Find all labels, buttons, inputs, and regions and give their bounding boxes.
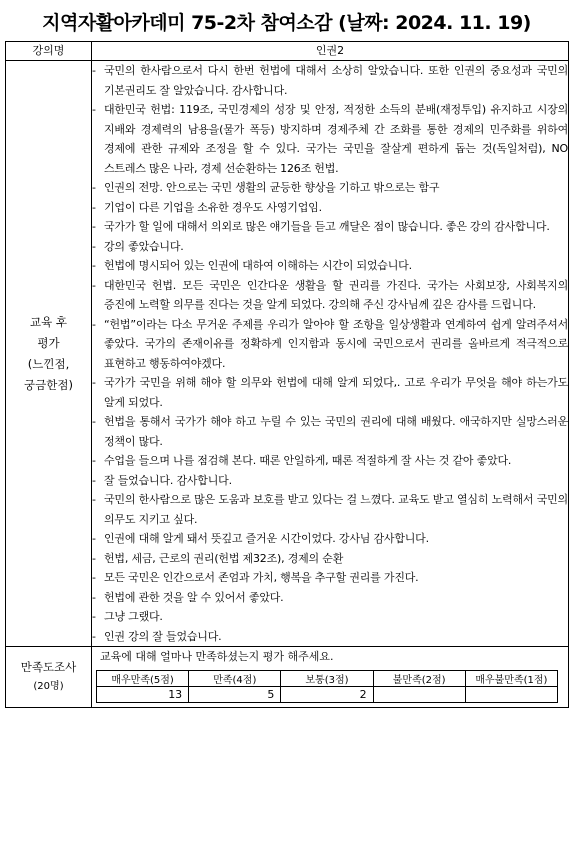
- list-item: - 대한민국 헌법: 119조, 국민경제의 성장 및 안정, 적정한 소득의 분배(재정투입) 유지하고 시장의 지배와 경제력의 남용을(물가 폭등) 방지하며 경제주체 간 조화를 통한 경제의 민주화를 위하여 경제에 관한 규제와 조정을 할 수 있다. 국가는 국민을 잘살게 편하게 돕는 것(독일처럼), NO 스트레스 많은 나라, 경제 선순환하는 126조 헌법.: [92, 103, 568, 175]
- rating-value: 2: [281, 687, 373, 703]
- evaluation-label-line: 궁금한점): [24, 377, 73, 392]
- feedback-list: [92, 61, 569, 647]
- list-item: - 인권의 전망. 안으로는 국민 생활의 균등한 향상을 기하고 밖으로는 함구: [92, 181, 440, 194]
- lecture-name-header: 강의명: [6, 42, 92, 61]
- survey-row: [6, 647, 569, 708]
- rating-option: 만족(4점): [189, 671, 281, 687]
- rating-value: [373, 687, 465, 703]
- evaluation-label: [6, 61, 92, 647]
- rating-option: 매우만족(5점): [97, 671, 189, 687]
- list-item: - 모든 국민은 인간으로서 존엄과 가치, 행복을 추구할 권리를 가진다.: [92, 571, 419, 584]
- feedback-row: [6, 61, 569, 647]
- list-item: - 수업을 들으며 나를 점검해 본다. 때론 안일하게, 때론 적절하게 잘 사는 것 같아 좋았다.: [92, 454, 512, 467]
- survey-count: (20명): [33, 681, 64, 692]
- rating-value: [465, 687, 557, 703]
- list-item: - 잘 들었습니다. 감사합니다.: [92, 473, 232, 487]
- list-item: - 헌법에 명시되어 있는 인권에 대하여 이해하는 시간이 되었습니다.: [92, 259, 412, 272]
- rating-value: 13: [97, 687, 189, 703]
- list-item: - 국민의 한사람으로서 다시 한번 헌법에 대해서 소상히 알았습니다. 또한 인권의 중요성과 국민의 기본권리도 잘 알았습니다. 감사합니다.: [92, 64, 568, 97]
- evaluation-label-line: 교육 후: [30, 314, 67, 329]
- list-item: - 헌법에 관한 것을 알 수 있어서 좋았다.: [92, 590, 284, 604]
- survey-label: [6, 647, 92, 708]
- lecture-name-value: 인권2: [92, 42, 569, 61]
- list-item: - 기업이 다른 기업을 소유한 경우도 사영기업임.: [92, 200, 322, 214]
- rating-option: 불만족(2점): [373, 671, 465, 687]
- evaluation-label-line: 평가: [37, 335, 60, 350]
- survey-label-text: 만족도조사: [20, 660, 77, 674]
- rating-value: 5: [189, 687, 281, 703]
- rating-option: 매우불만족(1점): [465, 671, 557, 687]
- table-header-row: [6, 42, 569, 61]
- survey-question: 교육에 대해 얼마나 만족하셨는지 평가 해주세요.: [100, 650, 334, 663]
- rating-option: 보통(3점): [281, 671, 373, 687]
- list-item: - 헌법, 세금, 근로의 권리(헌법 제32조), 경제의 순환: [92, 551, 344, 565]
- list-item: - “헌법”이라는 다소 무거운 주제를 우리가 알아야 할 조항을 일상생활과 연계하여 쉽게 알려주셔서 좋았다. 국가의 존재이유를 정확하게 인지함과 동시에 국민으로서 권리를 올바르게 적극적으로 표현하고 행동하여야겠다.: [92, 317, 568, 370]
- rating-table: [96, 670, 558, 703]
- list-item: - 강의 좋았습니다.: [92, 239, 184, 253]
- list-item: - 국민의 한사람으로 많은 도움과 보호를 받고 있다는 걸 느꼈다. 교육도 받고 열심히 노력해서 국민의 의무도 지키고 싶다.: [92, 493, 568, 526]
- evaluation-label-line: (느낀점,: [27, 356, 70, 371]
- list-item: - 대한민국 헌법. 모든 국민은 인간다운 생활을 할 권리를 가진다. 국가는 사회보장, 사회복지의 증진에 노력할 의무를 진다는 것을 알게 되었다. 강의해 주신 강사님께 깊은 감사를 드립니다.: [92, 278, 568, 311]
- list-item: - 그냥 그랬다.: [92, 610, 163, 623]
- rating-header-row: [97, 671, 558, 687]
- list-item: - 국가가 국민을 위해 해야 할 의무와 헌법에 대해 알게 되었다,. 고로 우리가 무엇을 해야 하는가도 알게 되었다.: [92, 376, 568, 409]
- document-title: 지역자활아카데미 75-2차 참여소감 (날짜: 2024. 11. 19): [42, 12, 531, 34]
- rating-value-row: [97, 687, 558, 703]
- feedback-table: [5, 41, 569, 708]
- list-item: - 헌법을 통해서 국가가 해야 하고 누릴 수 있는 국민의 권리에 대해 배웠다. 애국하지만 실망스러운 정책이 많다.: [92, 415, 568, 448]
- survey-content: [92, 647, 569, 708]
- list-item: - 인권 강의 잘 들었습니다.: [92, 629, 222, 643]
- list-item: - 국가가 할 일에 대해서 의외로 많은 얘기들을 듣고 깨달은 점이 많습니다. 좋은 강의 감사합니다.: [92, 220, 550, 233]
- list-item: - 인권에 대해 알게 돼서 뜻깊고 즐거운 시간이었다. 강사님 감사합니다.: [92, 532, 429, 545]
